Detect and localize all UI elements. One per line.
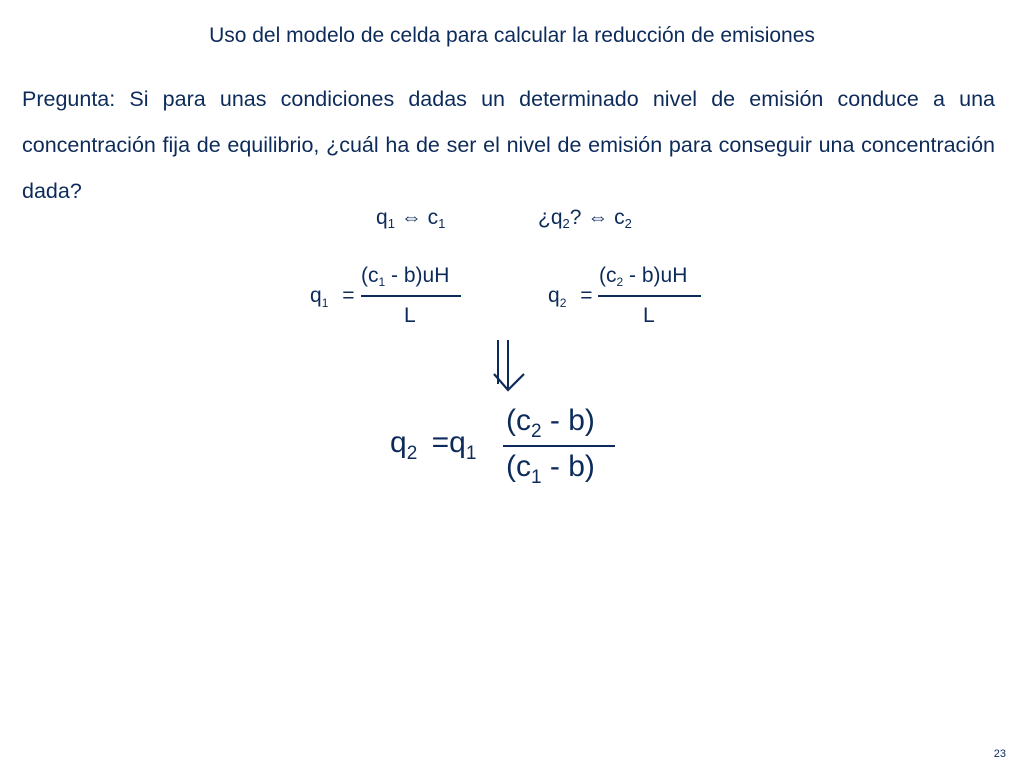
formula2-q-sub: 2 <box>559 296 567 310</box>
result-eq-sub: 1 <box>465 443 477 464</box>
formula1-fraction-bar <box>361 295 461 297</box>
rel1-q: q <box>376 206 388 229</box>
relation-q1-c1 <box>376 206 445 231</box>
rel2-pre: ¿ <box>538 206 551 229</box>
formula2-num-a: (c <box>599 264 617 287</box>
formula2-denominator: L <box>643 304 655 327</box>
formula1-num-sub: 1 <box>378 275 386 289</box>
result-eq-q: =q <box>431 426 466 459</box>
formula2-q: q <box>548 284 560 307</box>
formula1-denominator: L <box>404 304 416 327</box>
rel2-c-sub: 2 <box>624 216 632 231</box>
formula2-lhs <box>548 284 592 310</box>
result-den-a: (c <box>506 450 531 483</box>
rel1-arrow: ⇔ <box>400 206 422 229</box>
result-num-sub: 2 <box>531 421 542 442</box>
formula2-num-sub: 2 <box>616 275 624 289</box>
formula1-num-b: - b)uH <box>385 264 450 287</box>
result-q: q <box>390 426 407 459</box>
question-text: Pregunta: Si para unas condiciones dadas un determinado nivel de emisión conduce a una concentración fija de equilibrio, ¿cuál ha de ser el nivel de emisión para conseguir una concentración dada? <box>22 87 995 203</box>
formula1-lhs <box>310 284 354 310</box>
result-denominator <box>506 450 595 489</box>
formula1-num-a: (c <box>361 264 379 287</box>
page-number: 23 <box>993 748 1006 760</box>
result-num-b: - b) <box>541 404 595 437</box>
formula1-q-sub: 1 <box>321 296 329 310</box>
down-double-arrow-icon <box>490 338 530 392</box>
rel1-q-sub: 1 <box>387 216 395 231</box>
formula1-eq: = <box>342 284 355 307</box>
formula2-eq: = <box>580 284 593 307</box>
rel2-post: ? <box>569 206 582 229</box>
rel1-c: c <box>427 206 439 229</box>
rel2-c: c <box>614 206 625 229</box>
result-q-sub: 2 <box>406 443 418 464</box>
formula2-fraction-bar <box>598 295 701 297</box>
slide-title: Uso del modelo de celda para calcular la reducción de emisiones <box>209 24 815 47</box>
result-lhs <box>390 426 476 465</box>
relation-q2-c2 <box>538 206 632 231</box>
formula2-num-b: - b)uH <box>623 264 688 287</box>
result-den-b: - b) <box>541 450 595 483</box>
rel1-c-sub: 1 <box>438 216 446 231</box>
result-num-a: (c <box>506 404 531 437</box>
formula1-q: q <box>310 284 322 307</box>
rel2-q-sub: 2 <box>562 216 570 231</box>
result-den-sub: 1 <box>531 467 542 488</box>
formula2-numerator <box>599 264 687 289</box>
result-numerator <box>506 404 595 443</box>
formula1-numerator <box>361 264 449 289</box>
rel2-arrow: ⇔ <box>587 206 609 229</box>
result-fraction-bar <box>503 445 615 447</box>
rel2-q: q <box>550 206 563 229</box>
